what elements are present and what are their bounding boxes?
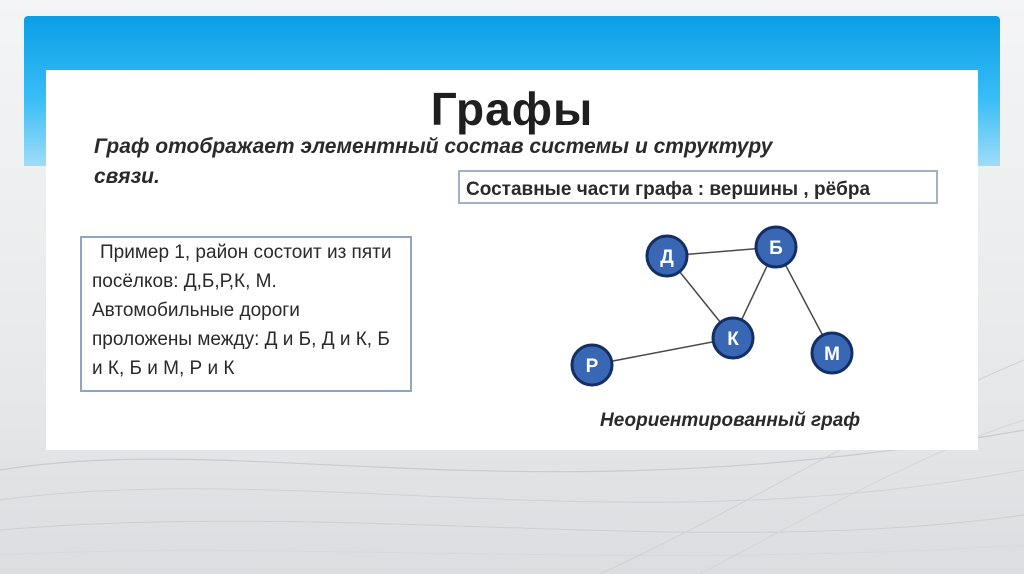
slide-subtitle: Граф отображает элементный состав системы и структуру связи. bbox=[94, 135, 773, 188]
graph-node-label-R: Р bbox=[585, 356, 599, 377]
graph-node-label-D: Д bbox=[660, 247, 674, 268]
graph-caption: Неориентированный граф bbox=[600, 410, 861, 431]
graph-node-label-B: Б bbox=[769, 238, 783, 259]
graph-node-label-M: М bbox=[824, 344, 840, 365]
graph-node-label-K: К bbox=[727, 329, 739, 350]
example-text: Пример 1, район состоит из пяти посёлков: Д,Б,Р,К, М. Автомобильные дороги проложены между: Д и Б, Д и К, Б и К, Б и М, Р и К bbox=[92, 242, 392, 379]
graph-parts-text: Составные части графа : вершины , рёбра bbox=[466, 179, 871, 200]
slide-title: Графы bbox=[430, 83, 594, 135]
graph-edge-R-K bbox=[592, 338, 733, 365]
slide-image bbox=[46, 70, 978, 450]
graph-diagram bbox=[46, 70, 978, 450]
